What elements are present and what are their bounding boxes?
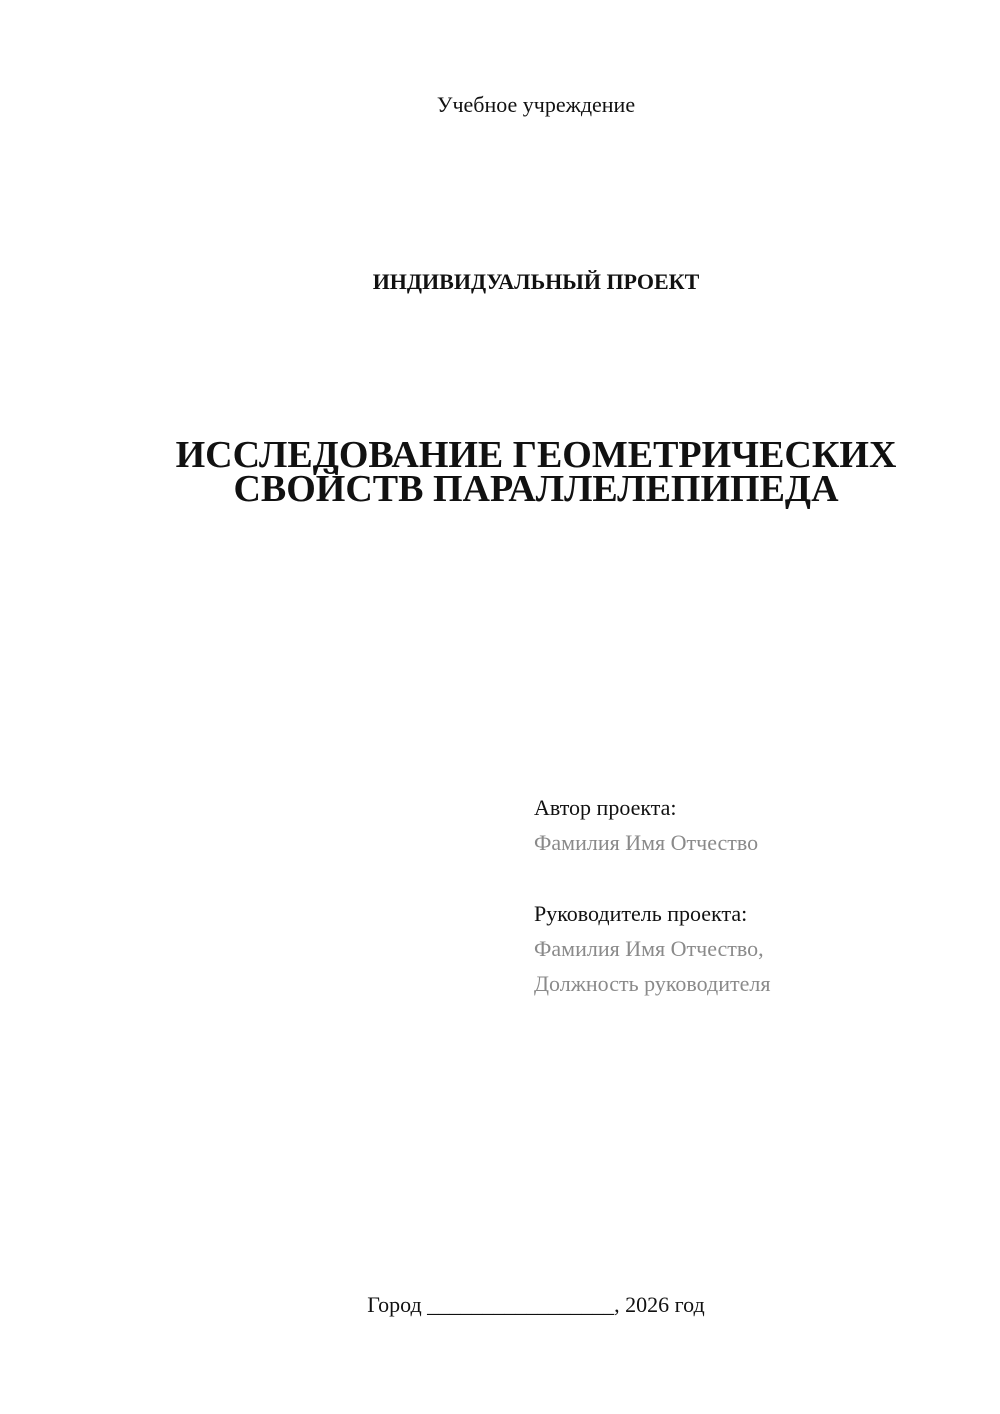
credits-spacer [534,860,974,896]
author-name: Фамилия Имя Отчество [534,830,759,855]
project-title-line-2: СВОЙСТВ ПАРАЛЛЕЛЕПИПЕДА [233,468,839,510]
supervisor-position: Должность руководителя [534,971,771,996]
supervisor-name: Фамилия Имя Отчество, [534,936,764,961]
institution-name: Учебное учреждение [436,92,636,117]
city-year-line: Город _________________, 2026 год [367,1292,705,1317]
author-label: Автор проекта: [534,795,677,820]
project-title-line-1: ИССЛЕДОВАНИЕ ГЕОМЕТРИЧЕСКИХ [175,434,897,476]
project-title [0,434,1000,510]
document-type: ИНДИВИДУАЛЬНЫЙ ПРОЕКТ [372,269,700,294]
supervisor-label: Руководитель проекта: [534,901,748,926]
credits-block [534,790,974,1001]
